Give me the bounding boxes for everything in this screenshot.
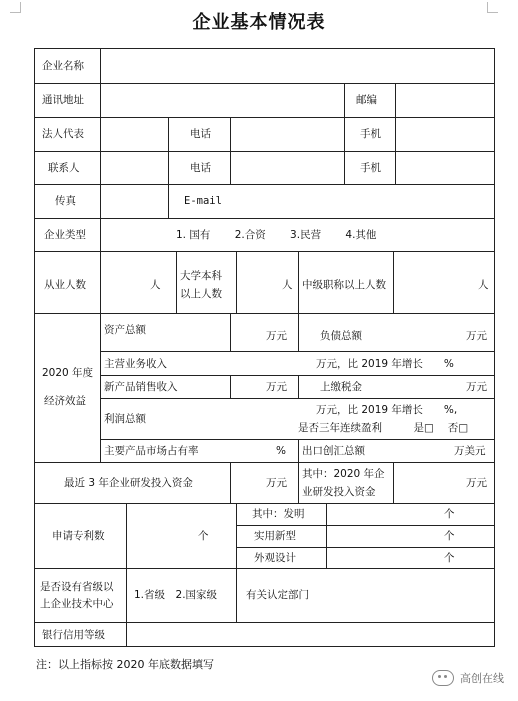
label-rd-3years: 最近 3 年企业研发投入资金	[64, 477, 193, 489]
label-econ-benefit: 经济效益	[44, 395, 86, 407]
unit-wanyuan: 万元	[266, 477, 287, 489]
label-tech-center: 上企业技术中心	[40, 598, 114, 610]
col-line	[126, 503, 127, 622]
unit-wanyuan: 万元	[466, 381, 487, 393]
label-phone: 电话	[190, 128, 211, 140]
label-mobile: 手机	[360, 128, 381, 140]
unit-wan-usd: 万美元	[454, 445, 486, 457]
row-line	[34, 251, 495, 252]
col-line	[168, 117, 169, 218]
unit-wanyuan: 万元	[466, 330, 487, 342]
label-staff: 从业人数	[44, 279, 86, 291]
col-line	[298, 375, 299, 398]
unit-person: 人	[282, 279, 293, 291]
label-invention: 其中：发明	[252, 508, 305, 520]
label-bachelor: 以上人数	[180, 288, 222, 300]
unit-wanyuan: 万元	[466, 477, 487, 489]
col-line	[230, 313, 231, 351]
col-line	[344, 83, 345, 117]
label-bachelor: 大学本科	[180, 270, 222, 282]
unit-ge: 个	[444, 530, 455, 542]
row-line	[236, 547, 495, 548]
label-tax: 上缴税金	[320, 381, 362, 393]
label-design: 外观设计	[254, 552, 296, 564]
col-line	[176, 251, 177, 313]
row-line	[34, 313, 495, 314]
unit-ge: 个	[444, 552, 455, 564]
row-line	[236, 525, 495, 526]
col-line	[393, 251, 394, 313]
tech-center-options: 1.省级 2.国家级	[134, 589, 218, 601]
label-mobile: 手机	[360, 162, 381, 174]
row-line	[34, 83, 495, 84]
col-line	[236, 251, 237, 313]
label-tech-center: 是否设有省级以	[40, 581, 114, 593]
unit-person: 人	[478, 279, 489, 291]
unit-ge: 个	[198, 530, 209, 542]
label-mid-title: 中级职称以上人数	[302, 279, 386, 291]
row-line	[34, 462, 495, 463]
label-contact: 联系人	[48, 162, 80, 174]
row-line	[34, 117, 495, 118]
label-address: 通讯地址	[42, 94, 84, 106]
unit-ge: 个	[444, 508, 455, 520]
label-rd-2020: 业研发投入资金	[302, 486, 376, 498]
wechat-icon	[432, 670, 454, 686]
col-line	[326, 503, 327, 568]
col-line	[298, 313, 299, 351]
main-income-growth: 万元，比 2019 年增长 %	[316, 358, 454, 370]
label-authority: 有关认定部门	[246, 589, 309, 601]
col-line	[230, 375, 231, 398]
profit-growth: 万元，比 2019 年增长 %,	[316, 404, 458, 416]
col-line	[298, 462, 299, 503]
col-line	[230, 117, 231, 184]
label-market-share: 主要产品市场占有率	[104, 445, 199, 457]
company-type-options: 1. 国有 2.合资 3.民营 4.其他	[176, 229, 377, 241]
watermark-text: 高创在线	[460, 672, 504, 685]
unit-person: 人	[150, 279, 161, 291]
label-email: E-mail	[184, 195, 222, 207]
row-line	[34, 218, 495, 219]
label-phone: 电话	[190, 162, 211, 174]
label-patents: 申请专利数	[52, 530, 105, 542]
footnote: 注：以上指标按 2020 年底数据填写	[36, 658, 214, 671]
col-line	[236, 503, 237, 622]
label-fax: 传真	[55, 195, 76, 207]
col-line	[344, 117, 345, 184]
watermark	[432, 670, 504, 686]
col-line	[126, 622, 127, 647]
row-line	[34, 151, 495, 152]
label-main-income: 主营业务收入	[104, 358, 167, 370]
unit-percent: %	[276, 445, 286, 457]
label-assets: 资产总额	[104, 324, 146, 336]
label-utility-model: 实用新型	[254, 530, 296, 542]
unit-wanyuan: 万元	[266, 330, 287, 342]
label-credit-rating: 银行信用等级	[42, 629, 105, 641]
label-liabilities: 负债总额	[320, 330, 362, 342]
profit-consecutive-question: 是否三年连续盈利 是□ 否□	[298, 422, 469, 434]
col-line	[230, 462, 231, 503]
col-line	[395, 117, 396, 184]
label-new-product-sales: 新产品销售收入	[104, 381, 178, 393]
label-rd-2020: 其中：2020 年企	[302, 468, 385, 480]
row-line	[34, 184, 495, 185]
row-line	[34, 622, 495, 623]
row-line	[34, 568, 495, 569]
row-line	[100, 351, 495, 352]
label-econ-year: 2020 年度	[42, 367, 94, 379]
col-line	[100, 48, 101, 463]
label-company-type: 企业类型	[44, 229, 86, 241]
col-line	[298, 439, 299, 462]
label-company-name: 企业名称	[42, 60, 84, 72]
row-line	[34, 503, 495, 504]
label-export: 出口创汇总额	[302, 445, 365, 457]
label-profit: 利润总额	[104, 413, 146, 425]
col-line	[393, 462, 394, 503]
unit-wanyuan: 万元	[266, 381, 287, 393]
col-line	[298, 251, 299, 313]
label-legal-rep: 法人代表	[42, 128, 84, 140]
row-line	[100, 398, 495, 399]
page-title: 企业基本情况表	[192, 12, 326, 33]
label-postcode: 邮编	[356, 94, 377, 106]
col-line	[395, 83, 396, 117]
